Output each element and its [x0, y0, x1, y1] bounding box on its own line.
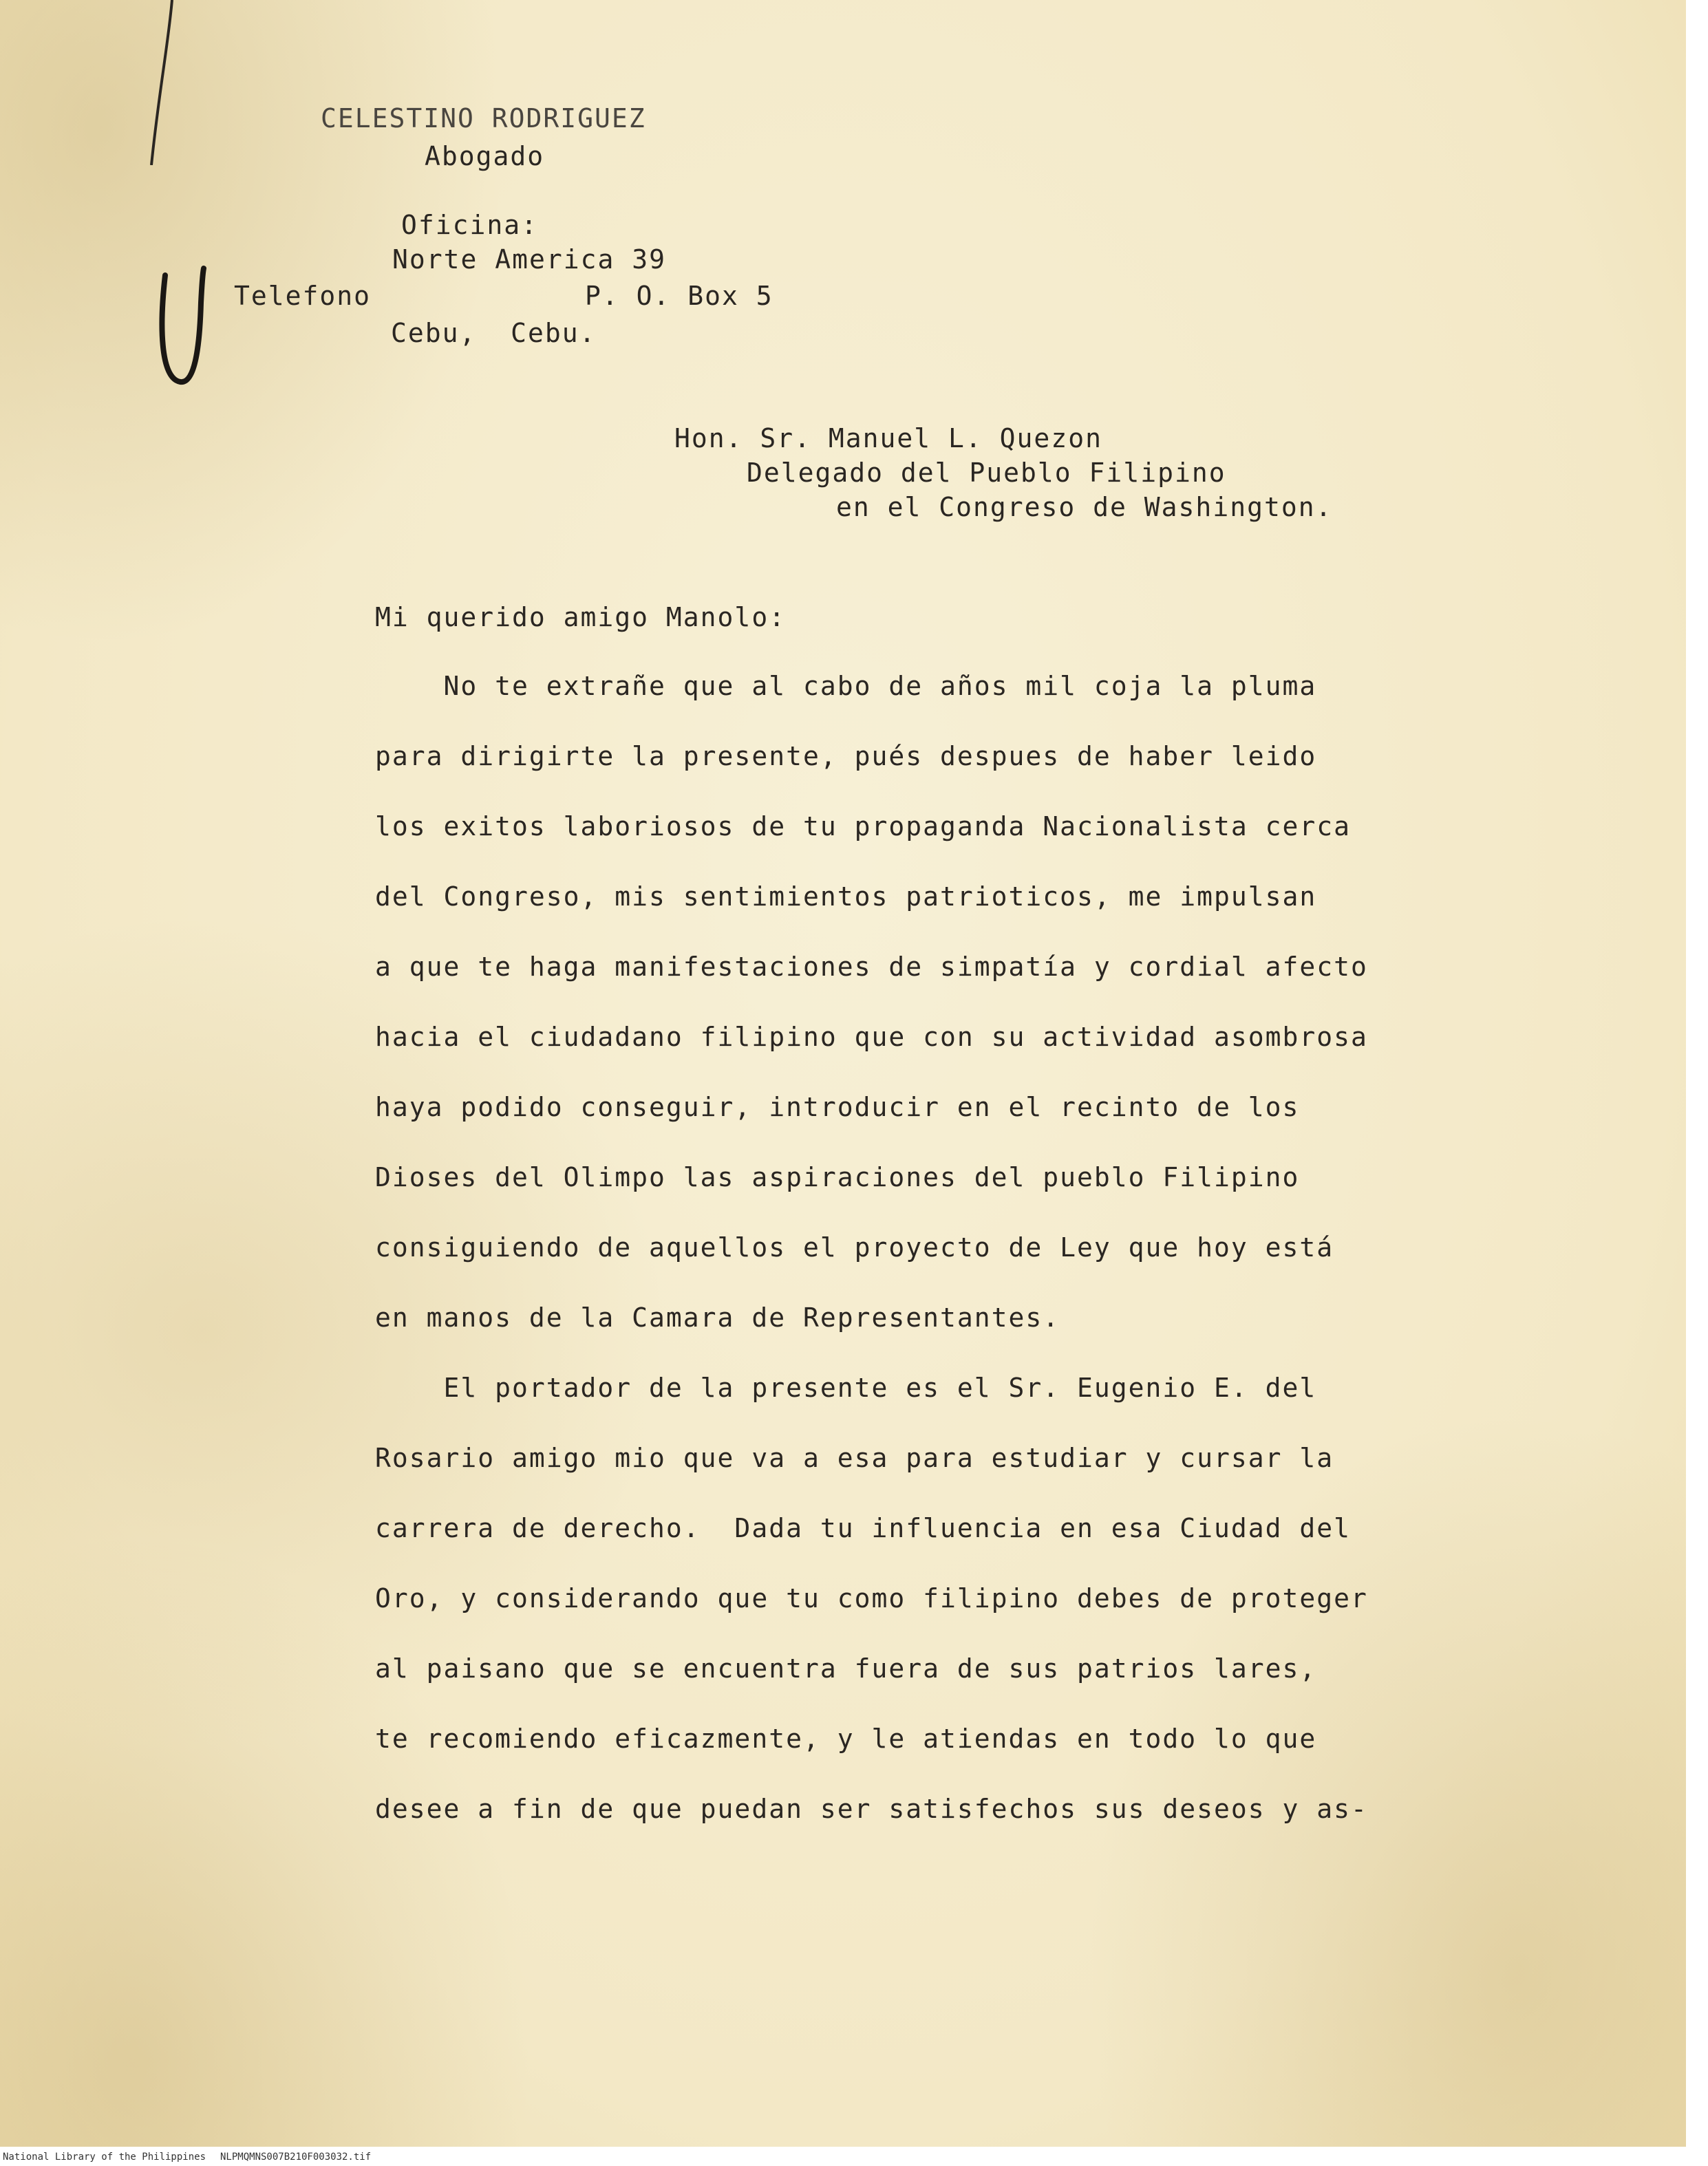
office-box: P. O. Box 5	[585, 281, 773, 311]
footer-library: National Library of the Philippines	[3, 2152, 206, 2163]
body-line: carrera de derecho. Dada tu influencia en esa Ciudad del	[375, 1513, 1352, 1543]
footer-filename: NLPMQMNS007B210F003032.tif	[220, 2152, 372, 2163]
letterhead-role: Abogado	[425, 141, 545, 171]
body-line: consiguiendo de aquellos el proyecto de Ley que hoy está	[375, 1232, 1334, 1263]
office-city: Cebu, Cebu.	[391, 318, 597, 348]
body-line: No te extrañe que al cabo de años mil coja la pluma	[375, 671, 1317, 701]
salutation: Mi querido amigo Manolo:	[375, 602, 787, 632]
office-address: Norte America 39	[392, 244, 667, 275]
body-line: para dirigirte la presente, pués despues de haber leido	[375, 741, 1317, 771]
pen-stroke-mark	[131, 0, 186, 165]
body-line: a que te haga manifestaciones de simpatía y cordial afecto	[375, 952, 1368, 982]
body-line: haya podido conseguir, introducir en el recinto de los	[375, 1092, 1300, 1122]
body-line: Rosario amigo mio que va a esa para estudiar y cursar la	[375, 1443, 1334, 1473]
office-label: Oficina:	[401, 210, 539, 240]
body-line: los exitos laboriosos de tu propaganda Nacionalista cerca	[375, 811, 1352, 841]
body-line: al paisano que se encuentra fuera de sus patrios lares,	[375, 1653, 1317, 1684]
body-line: Dioses del Olimpo las aspiraciones del pueblo Filipino	[375, 1162, 1300, 1192]
body-line: en manos de la Camara de Representantes.	[375, 1302, 1060, 1333]
recipient-name: Hon. Sr. Manuel L. Quezon	[674, 423, 1102, 453]
recipient-title-line1: Delegado del Pueblo Filipino	[747, 458, 1226, 488]
recipient-title-line2: en el Congreso de Washington.	[836, 492, 1333, 522]
body-line: te recomiendo eficazmente, y le atiendas en todo lo que	[375, 1724, 1317, 1754]
body-line: del Congreso, mis sentimientos patrioticos, me impulsan	[375, 881, 1317, 912]
body-line: Oro, y considerando que tu como filipino debes de proteger	[375, 1583, 1368, 1613]
body-line: hacia el ciudadano filipino que con su actividad asombrosa	[375, 1022, 1368, 1052]
body-line: El portador de la presente es el Sr. Eugenio E. del	[375, 1373, 1317, 1403]
handwritten-u-mark	[153, 261, 215, 399]
letterhead-name: CELESTINO RODRIGUEZ	[321, 103, 646, 133]
office-phone: Telefono	[234, 281, 372, 311]
body-line: desee a fin de que puedan ser satisfechos sus deseos y as-	[375, 1794, 1368, 1824]
